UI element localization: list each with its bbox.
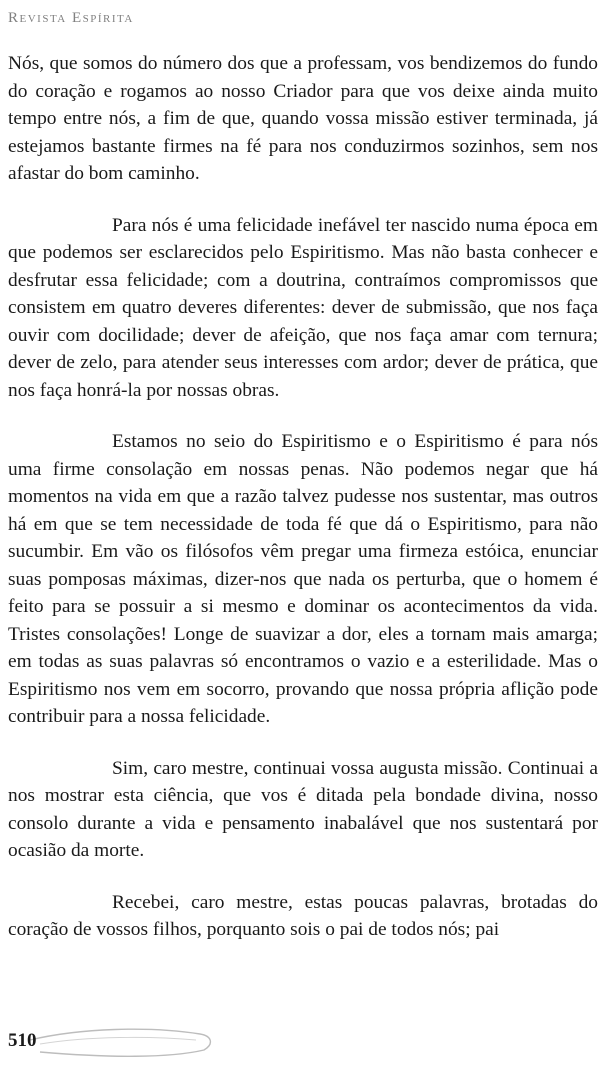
page-number: 510: [8, 1030, 37, 1051]
paragraph-1: Nós, que somos do número dos que a professam, vos bendizemos do fundo do coração e rogamos ao nosso Criador para que vos deixe ainda muito tempo entre nós, a fim de que, quando vossa missão estiver terminada, já estejamos bastante firmes na fé para nos conduzirmos sozinhos, sem nos afastar do bom caminho.: [8, 53, 598, 184]
paragraph-2: Para nós é uma felicidade inefável ter nascido numa época em que podemos ser esclarecidos pelo Espiritismo. Mas não basta conhecer e desfrutar essa felicidade; com a doutrina, contraímos compromissos que consistem em quatro deveres diferentes: dever de submissão, que nos faça ouvir com docilidade; dever de afeição, que nos faça amar com ternura; dever de zelo, para atender seus interesses com ardor; dever de prática, que nos faça honrá-la por nossas obras.: [8, 214, 598, 401]
paragraph-5: Recebei, caro mestre, estas poucas palavras, brotadas do coração de vossos filhos, porquanto sois o pai de todos nós; pai: [8, 891, 598, 940]
paragraph-4: Sim, caro mestre, continuai vossa augusta missão. Continuai a nos mostrar esta ciência, que vos é ditada pela bondade divina, nosso consolo durante a vida e pensamento inabalável que nos sustentará por ocasião da morte.: [8, 757, 598, 861]
body-text: [8, 50, 598, 944]
running-header: Revista Espírita: [8, 10, 134, 26]
paragraph-3: Estamos no seio do Espiritismo e o Espiritismo é para nós uma firme consolação em nossas penas. Não podemos negar que há momentos na vida em que a razão talvez pudesse nos sustentar, mas outros há em que se tem necessidade de toda fé que dá o Espiritismo, para não sucumbir. Em vão os filósofos vêm pregar uma firmeza estóica, enunciar suas pomposas máximas, dizer-nos que nada os perturba, que o homem é feito para se possuir a si mesmo e dominar os acontecimentos da vida. Tristes consolações! Longe de suavizar a dor, eles a tornam mais amarga; em todas as suas palavras só encontramos o vazio e a esterilidade. Mas o Espiritismo nos vem em socorro, provando que nossa própria aflição pode contribuir para a nossa felicidade.: [8, 431, 598, 727]
